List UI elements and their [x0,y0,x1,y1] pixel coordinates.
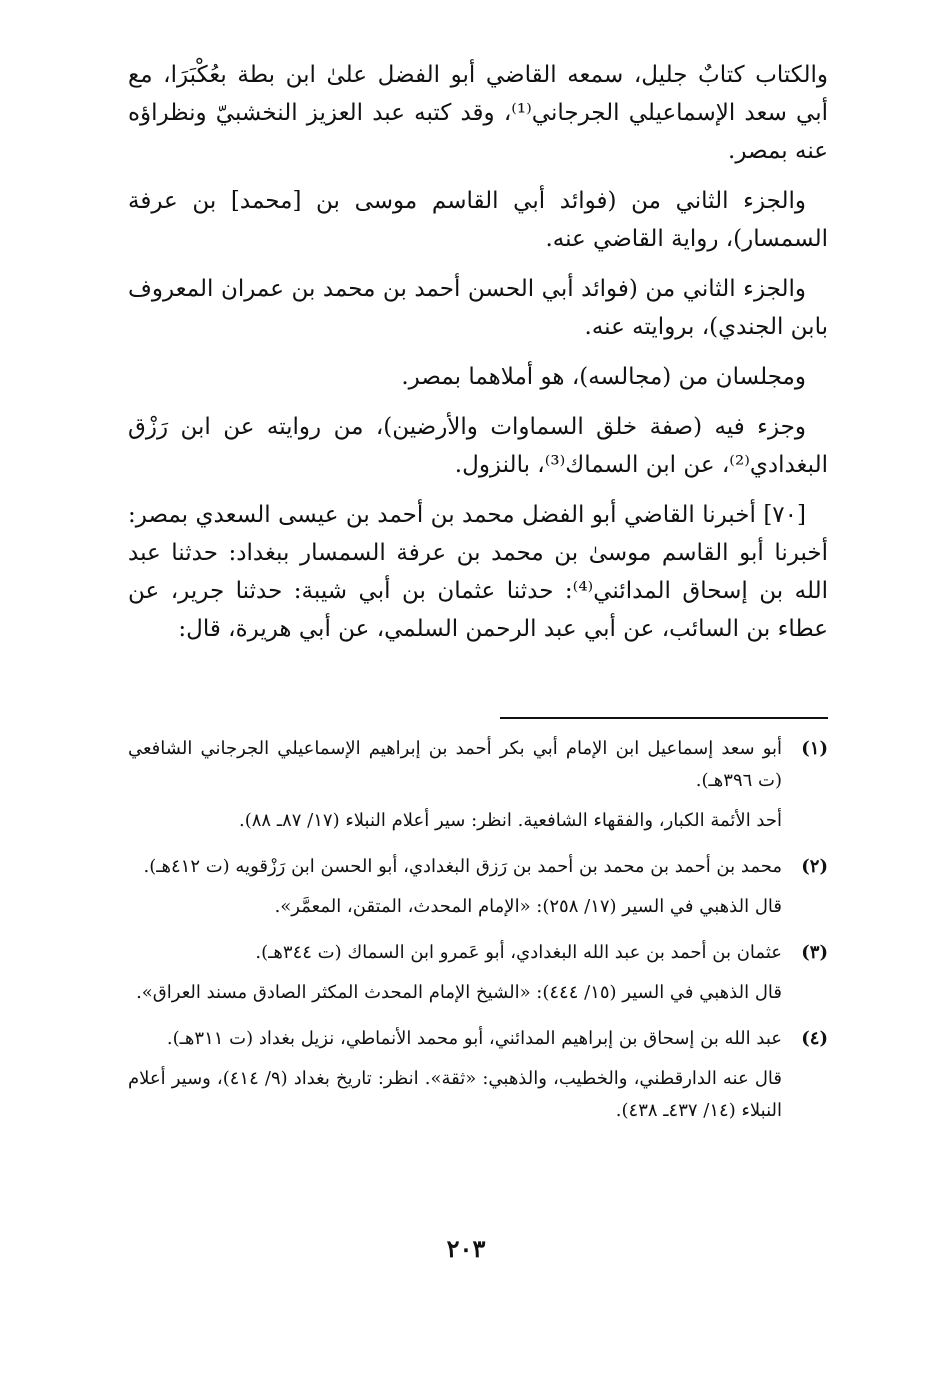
paragraph-two-sessions: ومجلسان من (مجالسه)، هو أملاهما بمصر. [401,364,806,390]
footnote-text: أبو سعد إسماعيل ابن الإمام أبي بكر أحمد بن إبراهيم الإسماعيلي الجرجاني الشافعي (ت ٣٩٦هـ). [128,738,782,791]
footnote-text: أحد الأئمة الكبار، والفقهاء الشافعية. انظر: سير أعلام النبلاء (١٧/ ٨٧ـ ٨٨). [239,810,782,831]
footnote-2 [128,851,828,931]
footnote-separator [500,717,828,719]
footnote-body [128,1023,782,1135]
paragraph-book-description: والكتاب كتابٌ جليل، سمعه القاضي أبو الفضل علىٰ ابن بطة بعُكْبَرَا، مع أبي سعد الإسماعيلي الجرجاني⁽¹⁾، وقد كتبه عبد العزيز النخشبيّ ونظراؤه عنه بمصر. [128,62,829,164]
footnote-3 [128,937,828,1017]
footnote-number: (١) [801,738,828,759]
footnote-text: عثمان بن أحمد بن عبد الله البغدادي، أبو عَمرو ابن السماك (ت ٣٤٤هـ). [255,942,782,963]
paragraph-hadith-70: [٧٠] أخبرنا القاضي أبو الفضل محمد بن أحمد بن عيسى السعدي بمصر: أخبرنا أبو القاسم موسىٰ بن محمد بن عرفة السمسار ببغداد: حدثنا عبد الله بن إسحاق المدائني⁽⁴⁾: حدثنا عثمان بن أبي شيبة: حدثنا جرير، عن عطاء بن السائب، عن أبي عبد الرحمن السلمي، عن أبي هريرة، قال: [128,502,828,642]
footnote-text: قال الذهبي في السير (١٧/ ٢٥٨): «الإمام المحدث، المتقن، المعمَّر». [274,896,782,917]
footnote-body [128,937,782,1017]
footnote-text: قال الذهبي في السير (١٥/ ٤٤٤): «الشيخ الإمام المحدث المكثر الصادق مسند العراق». [136,982,782,1003]
footnote-number: (٣) [801,942,828,963]
footnote-number: (٤) [801,1028,828,1049]
footnote-body [128,733,782,845]
page-number: ٢٠٣ [446,1234,486,1263]
paragraph-second-part-musa: والجزء الثاني من (فوائد أبي القاسم موسى بن [محمد] بن عرفة السمسار)، رواية القاضي عنه. [128,188,828,252]
footnote-body [128,851,782,931]
paragraph-second-part-ahmad: والجزء الثاني من (فوائد أبي الحسن أحمد بن محمد بن عمران المعروف بابن الجندي)، بروايته عنه. [128,276,828,340]
footnotes [128,733,828,1141]
paragraph-creation-part: وجزء فيه (صفة خلق السماوات والأرضين)، من روايته عن ابن رَزْق البغدادي⁽²⁾، عن ابن السماك⁽³⁾، بالنزول. [128,414,828,478]
footnote-text: محمد بن أحمد بن محمد بن أحمد بن رَزق البغدادي، أبو الحسن ابن رَزْقويه (ت ٤١٢هـ). [143,856,782,877]
main-text [128,56,828,660]
footnote-1 [128,733,828,845]
footnote-number: (٢) [801,856,828,877]
footnote-4 [128,1023,828,1135]
footnote-text: قال عنه الدارقطني، والخطيب، والذهبي: «ثقة». انظر: تاريخ بغداد (٩/ ٤١٤)، وسير أعلام النبلاء (١٤/ ٤٣٧ـ ٤٣٨). [128,1068,782,1121]
footnote-text: عبد الله بن إسحاق بن إبراهيم المدائني، أبو محمد الأنماطي، نزيل بغداد (ت ٣١١هـ). [166,1028,782,1049]
